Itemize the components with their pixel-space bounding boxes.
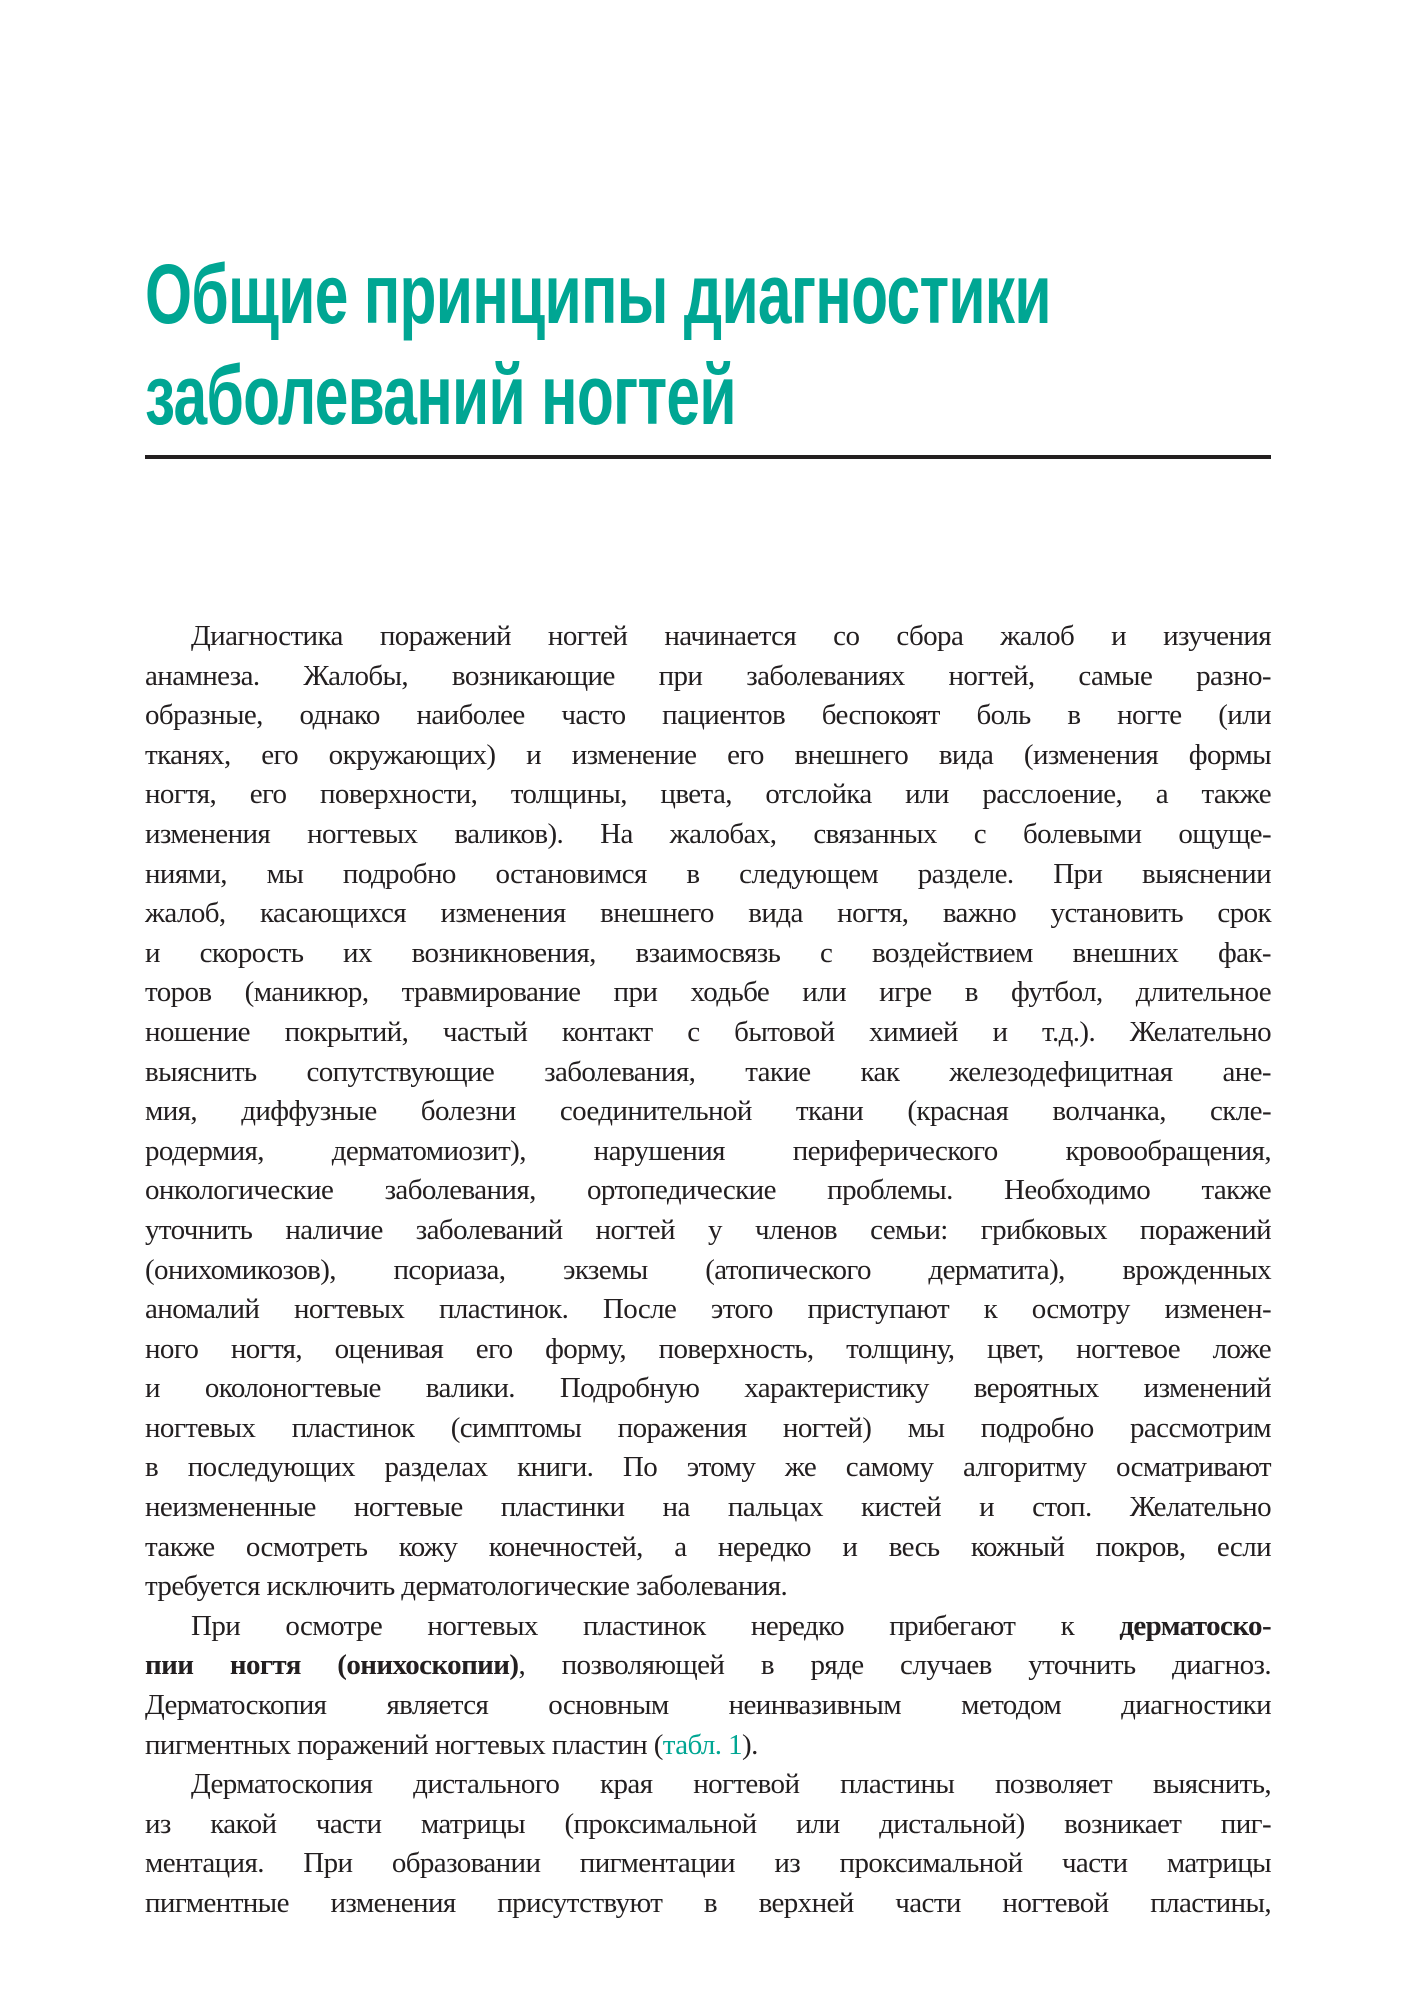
text-line [145, 1646, 1271, 1686]
text-line: Дерматоскопия является основным неинвазивным методом диагностики [145, 1689, 1271, 1722]
text-line: ниями, мы подробно остановимся в следующем разделе. При выяснении [145, 857, 1271, 890]
bold-term: дерматоско- [1119, 1609, 1271, 1642]
text-line [145, 1607, 1271, 1647]
text-line: тканях, его окружающих) и изменение его внешнего вида (изменения формы [145, 738, 1271, 771]
paragraph-1 [145, 617, 1271, 1607]
text-line: ного ногтя, оценивая его форму, поверхность, толщину, цвет, ногтевое ложе [145, 1332, 1271, 1365]
chapter-title-line-1: Общие принципы диагностики [145, 247, 1051, 341]
text-line [145, 1726, 1271, 1766]
text-line: онкологические заболевания, ортопедические проблемы. Необходимо также [145, 1174, 1271, 1207]
text-run: ). [742, 1728, 758, 1761]
paragraph-3 [145, 1765, 1271, 1923]
text-line: требуется исключить дерматологические заболевания. [145, 1570, 788, 1603]
text-run: При осмотре ногтевых пластинок нередко прибегают к [191, 1609, 1120, 1642]
text-line: также осмотреть кожу конечностей, а нередко и весь кожный покров, если [145, 1530, 1271, 1563]
text-line: и скорость их возникновения, взаимосвязь с воздействием внешних фак- [145, 936, 1271, 969]
text-line: аномалий ногтевых пластинок. После этого приступают к осмотру изменен- [145, 1293, 1271, 1326]
body-text [145, 617, 1271, 1924]
text-line: (онихомикозов), псориаза, экземы (атопического дерматита), врожденных [145, 1253, 1271, 1286]
text-line: уточнить наличие заболеваний ногтей у членов семьи: грибковых поражений [145, 1213, 1271, 1246]
text-line: ногтя, его поверхности, толщины, цвета, отслойка или расслоение, а также [145, 778, 1271, 811]
text-line: из какой части матрицы (проксимальной или дистальной) возникает пиг- [145, 1807, 1271, 1840]
chapter-title [145, 244, 1051, 446]
text-line: ногтевых пластинок (симптомы поражения ногтей) мы подробно рассмотрим [145, 1411, 1271, 1444]
title-underline-rule [145, 455, 1271, 459]
text-line: изменения ногтевых валиков). На жалобах, связанных с болевыми ощуще- [145, 817, 1271, 850]
text-line: образные, однако наиболее часто пациентов беспокоят боль в ногте (или [145, 699, 1271, 732]
table-reference-link[interactable]: табл. 1 [662, 1728, 743, 1761]
text-line: Дерматоскопия дистального края ногтевой пластины позволяет выяснить, [191, 1768, 1271, 1801]
text-line: анамнеза. Жалобы, возникающие при заболеваниях ногтей, самые разно- [145, 659, 1271, 692]
text-line: и околоногтевые валики. Подробную характеристику вероятных изменений [145, 1372, 1271, 1405]
text-line: торов (маникюр, травмирование при ходьбе или игре в футбол, длительное [145, 976, 1271, 1009]
bold-term: пии ногтя (онихоскопии) [145, 1649, 519, 1682]
text-line: в последующих разделах книги. По этому же самому алгоритму осматривают [145, 1451, 1271, 1484]
text-line: родермия, дерматомиозит), нарушения периферического кровообращения, [145, 1134, 1271, 1167]
text-line: жалоб, касающихся изменения внешнего вида ногтя, важно установить срок [145, 897, 1271, 930]
text-line: неизмененные ногтевые пластинки на пальцах кистей и стоп. Желательно [145, 1491, 1271, 1524]
paragraph-2 [145, 1607, 1271, 1765]
text-run: , позволяющей в ряде случаев уточнить диагноз. [518, 1649, 1271, 1682]
text-line: пигментные изменения присутствуют в верхней части ногтевой пластины, [145, 1887, 1271, 1919]
text-line: выяснить сопутствующие заболевания, такие как железодефицитная ане- [145, 1055, 1271, 1088]
text-line: мия, диффузные болезни соединительной ткани (красная волчанка, скле- [145, 1095, 1271, 1128]
text-run: пигментных поражений ногтевых пластин ( [145, 1728, 663, 1761]
text-line: ношение покрытий, частый контакт с бытовой химией и т.д.). Желательно [145, 1015, 1271, 1048]
text-line: Диагностика поражений ногтей начинается со сбора жалоб и изучения [191, 620, 1271, 652]
text-line: ментация. При образовании пигментации из проксимальной части матрицы [145, 1847, 1271, 1880]
chapter-title-line-2: заболеваний ногтей [145, 348, 736, 442]
